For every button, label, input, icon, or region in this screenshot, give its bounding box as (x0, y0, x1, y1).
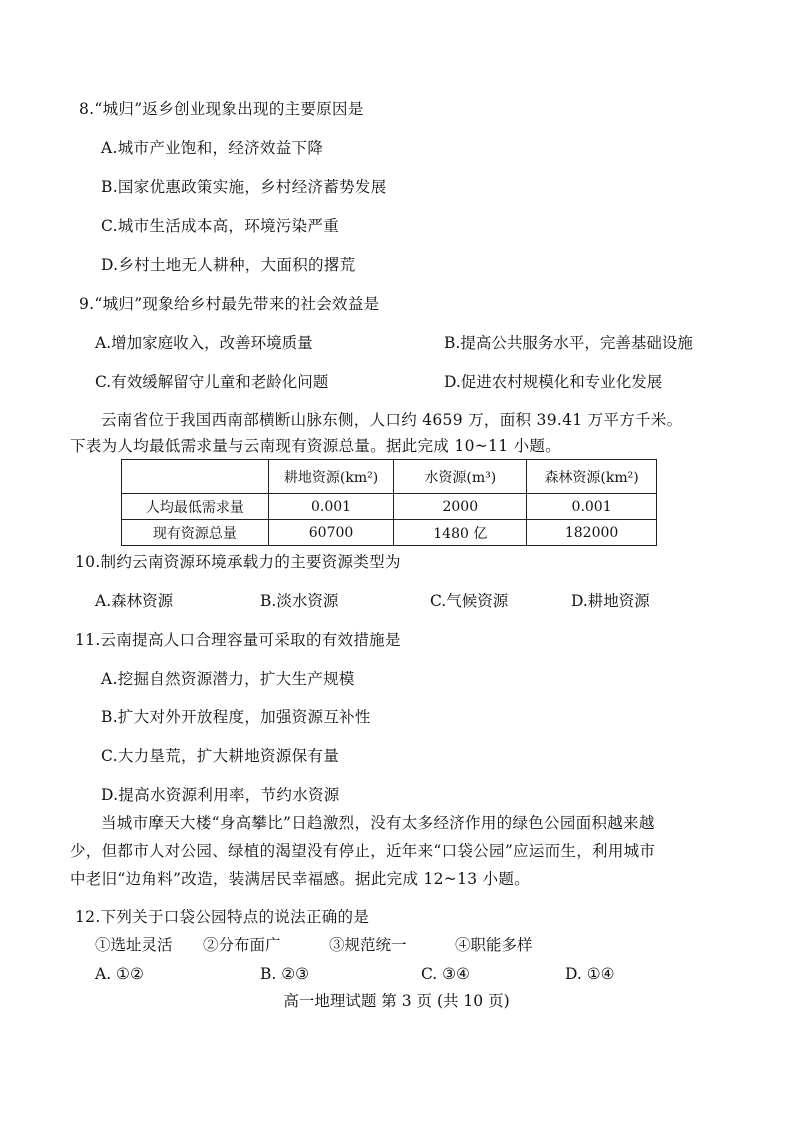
q12-option-a: A. ①② (95, 965, 144, 983)
q9-option-d: D.促进农村规模化和专业化发展 (444, 373, 663, 391)
table-cell: 0.001 (268, 494, 394, 520)
table-header-row (122, 460, 657, 494)
q8-option-b: B.国家优惠政策实施，乡村经济蓄势发展 (101, 178, 387, 196)
q11-stem: 11.云南提高人口合理容量可采取的有效措施是 (75, 631, 401, 649)
q11-option-a: A.挖掘自然资源潜力，扩大生产规模 (101, 670, 355, 688)
table-cell: 现有资源总量 (122, 520, 269, 546)
q8-stem: 8.“城归”返乡创业现象出现的主要原因是 (79, 100, 364, 118)
table-cell: 60700 (268, 520, 394, 546)
passage2-line3: 中老旧“边角料”改造，装满居民幸福感。据此完成 12~13 小题。 (70, 870, 531, 888)
passage1-line2: 下表为人均最低需求量与云南现有资源总量。据此完成 10~11 小题。 (70, 437, 561, 455)
q12-option-b: B. ②③ (260, 965, 310, 983)
q8-option-c: C.城市生活成本高，环境污染严重 (101, 217, 340, 235)
table-header-cell: 水资源(m³) (394, 460, 527, 494)
table-cell: 182000 (527, 520, 657, 546)
q8-option-d: D.乡村土地无人耕种，大面积的撂荒 (101, 256, 356, 274)
q10-option-d: D.耕地资源 (571, 592, 650, 610)
q9-option-b: B.提高公共服务水平，完善基础设施 (444, 334, 693, 352)
resource-table (121, 459, 657, 546)
passage2-line2: 少，但都市人对公园、绿植的渴望没有停止，近年来“口袋公园”应运而生，利用城市 (70, 842, 656, 860)
q11-option-c: C.大力垦荒，扩大耕地资源保有量 (101, 747, 340, 765)
q12-item-2: ②分布面广 (203, 936, 281, 954)
q11-option-b: B.扩大对外开放程度，加强资源互补性 (101, 708, 371, 726)
table-header-cell: 耕地资源(km²) (268, 460, 394, 494)
table-cell: 2000 (394, 494, 527, 520)
passage1-line1: 云南省位于我国西南部横断山脉东侧，人口约 4659 万，面积 39.41 万平方千米。 (101, 411, 683, 429)
q12-stem: 12.下列关于口袋公园特点的说法正确的是 (75, 908, 370, 926)
table-row (122, 494, 657, 520)
q8-option-a: A.城市产业饱和，经济效益下降 (101, 139, 324, 157)
q12-option-c: C. ③④ (421, 965, 470, 983)
passage2-line1: 当城市摩天大楼“身高攀比”日趋激烈，没有太多经济作用的绿色公园面积越来越 (101, 814, 655, 832)
q10-option-c: C.气候资源 (430, 592, 509, 610)
q9-option-a: A.增加家庭收入，改善环境质量 (95, 334, 313, 352)
table-cell: 1480 亿 (394, 520, 527, 546)
q12-item-1: ①选址灵活 (95, 936, 173, 954)
q9-stem: 9.“城归”现象给乡村最先带来的社会效益是 (79, 295, 380, 313)
q10-option-b: B.淡水资源 (260, 592, 339, 610)
q12-option-d: D. ①④ (565, 965, 615, 983)
table-cell: 0.001 (527, 494, 657, 520)
table-header-cell: 森林资源(km²) (527, 460, 657, 494)
q12-item-3: ③规范统一 (329, 936, 407, 954)
q10-option-a: A.森林资源 (95, 592, 174, 610)
q10-stem: 10.制约云南资源环境承载力的主要资源类型为 (75, 553, 401, 571)
table-cell: 人均最低需求量 (122, 494, 269, 520)
q11-option-d: D.提高水资源利用率，节约水资源 (101, 786, 340, 804)
table-row (122, 520, 657, 546)
table-header-cell (122, 460, 269, 494)
page-footer: 高一地理试题 第 3 页 (共 10 页) (283, 992, 510, 1010)
q9-option-c: C.有效缓解留守儿童和老龄化问题 (95, 373, 329, 391)
q12-item-4: ④职能多样 (455, 936, 533, 954)
